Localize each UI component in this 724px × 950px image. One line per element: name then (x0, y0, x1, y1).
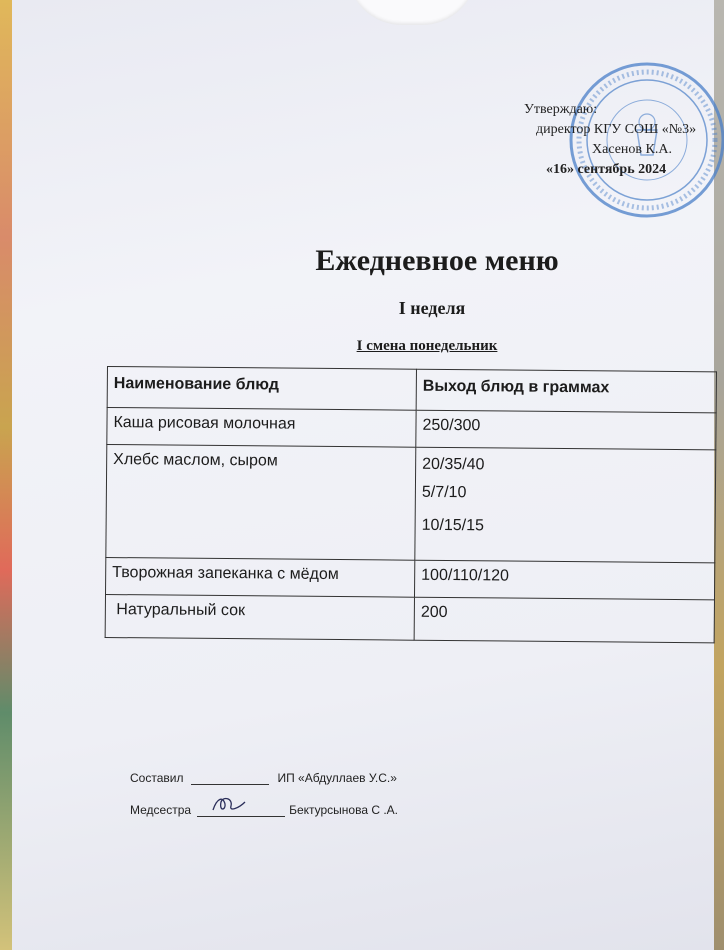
table-header-row (107, 367, 716, 413)
handwritten-signature (209, 794, 249, 816)
week-label: I неделя (398, 298, 466, 318)
yield-value: 5/7/10 (421, 483, 467, 502)
table-row (106, 557, 715, 599)
nurse-line (130, 802, 398, 817)
signature-blank (191, 772, 269, 785)
compiled-label: Составил (130, 771, 184, 785)
dish-cell: Натуральный сок (105, 594, 414, 640)
approval-heading: Утверждаю: (524, 102, 598, 117)
folder-hole (347, 0, 477, 25)
nurse-label: Медсестра (130, 803, 192, 817)
page-title: Ежедневное меню (315, 244, 559, 277)
approval-block (524, 100, 714, 180)
signature-blank (197, 802, 285, 817)
compiled-by-line (130, 771, 397, 785)
yield-cell (415, 447, 716, 563)
table-row (107, 408, 716, 450)
approval-position: директор КГУ СОШ «№3» (536, 122, 697, 137)
yield-cell: 250/300 (416, 410, 716, 450)
document-page (12, 0, 714, 950)
shift-label: I смена понедельник (356, 338, 498, 354)
nurse-value: Бектурсынова С .А. (289, 803, 399, 817)
menu-table (105, 366, 717, 643)
yield-value: 10/15/15 (421, 516, 484, 535)
dish-cell: Каша рисовая молочная (107, 408, 416, 448)
table-row (105, 594, 714, 642)
compiled-value: ИП «Абдуллаев У.С.» (277, 771, 397, 785)
column-header-yield: Выход блюд в граммах (416, 369, 716, 413)
dish-cell: Хлебс маслом, сыром (106, 445, 416, 561)
approval-date: «16» сентябрь 2024 (546, 162, 667, 177)
approval-name: Хасенов К.А. (592, 142, 672, 157)
yield-cell: 200 (414, 597, 714, 643)
column-header-dish: Наименование блюд (107, 367, 416, 411)
table-row (106, 445, 716, 563)
yield-cell: 100/110/120 (414, 560, 714, 600)
dish-cell: Творожная запеканка с мёдом (106, 557, 415, 597)
yield-value: 20/35/40 (422, 455, 485, 474)
